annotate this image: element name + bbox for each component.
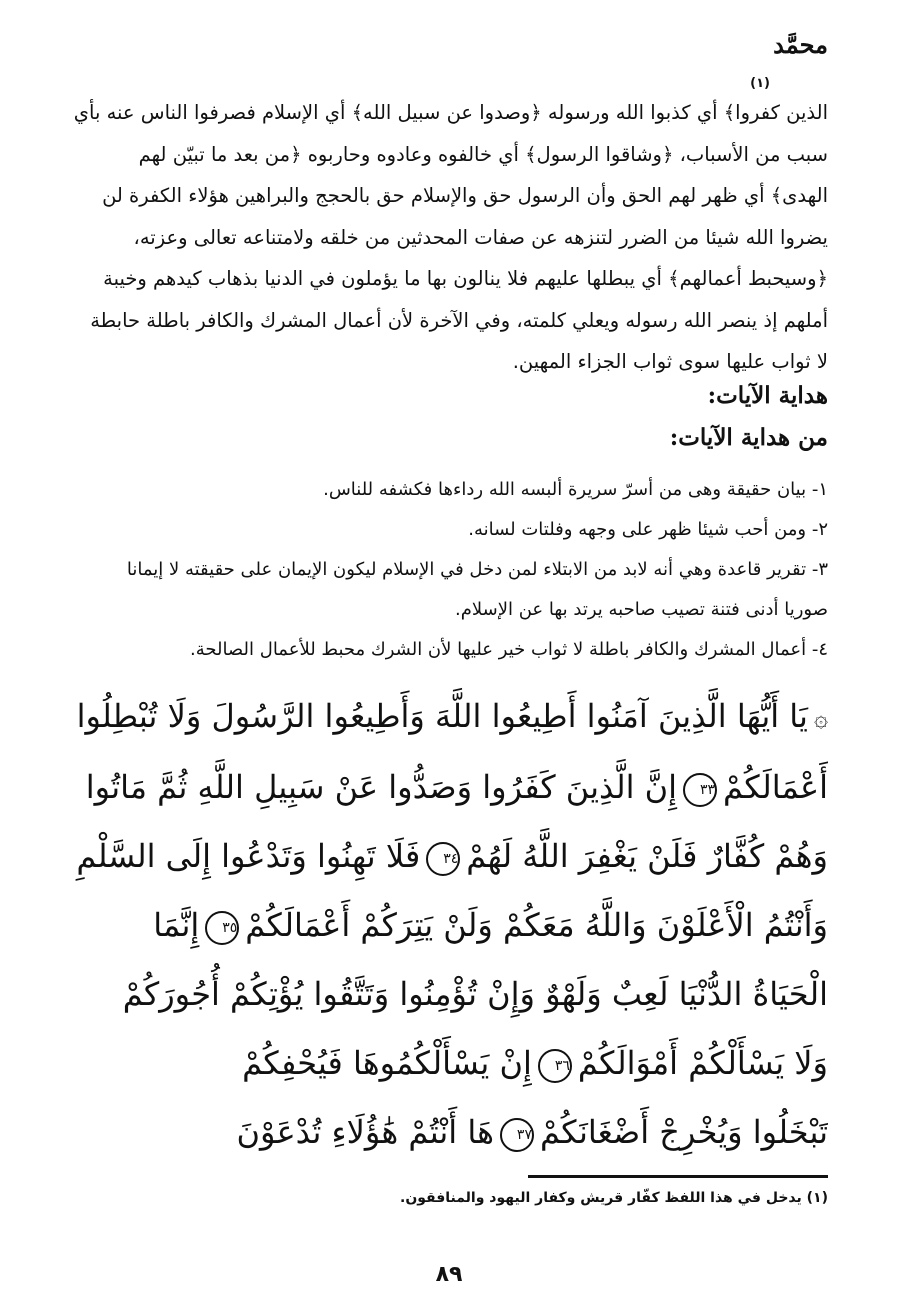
ayah-number-marker: ٣٧ [500,1118,534,1152]
quran-text: وَلَا يَسْأَلْكُمْ أَمْوَالَكُمْ [577,1044,828,1082]
ayah-number-marker: ٣٤ [426,842,460,876]
quran-text: تَبْخَلُوا وَيُخْرِجْ أَضْغَانَكُمْ [539,1113,828,1151]
quran-text: هَا أَنْتُمْ هَٰؤُلَاءِ تُدْعَوْنَ [236,1113,494,1151]
page-number: ٨٩ [435,1262,463,1287]
guidance-item-continuation: صوريا أدنى فتنة تصيب صاحبه يرتد بها عن الإسلام. [455,599,828,620]
quran-line [68,1098,828,1167]
hizb-star-icon: ۞ [813,704,828,732]
quran-text: وَأَنْتُمُ الْأَعْلَوْنَ وَاللَّهُ مَعَكُمْ وَلَنْ يَتِرَكُمْ أَعْمَالَكُمْ [245,906,828,944]
ayah-number-marker: ٣٦ [538,1049,572,1083]
ayah-number-marker: ٣٥ [205,911,239,945]
commentary-line: لا ثواب عليها سوى ثواب الجزاء المهين. [512,350,828,373]
guidance-list [68,470,828,670]
footnote-reference-marker: (١) [750,76,770,91]
quran-text: يَا أَيُّهَا الَّذِينَ آمَنُوا أَطِيعُوا اللَّهَ وَأَطِيعُوا الرَّسُولَ وَلَا تُبْطِلُوا [76,697,808,735]
footnote-divider [528,1175,828,1178]
quran-text: فَلَا تَهِنُوا وَتَدْعُوا إِلَى السَّلْمِ [76,837,421,875]
quran-text: إِنَّ الَّذِينَ كَفَرُوا وَصَدُّوا عَنْ سَبِيلِ اللَّهِ ثُمَّ مَاتُوا [85,768,678,806]
guidance-item: ٣- تقرير قاعدة وهي أنه لابد من الابتلاء لمن دخل في الإسلام ليكون الإيمان على حقيقته لا إيمانا [126,559,828,580]
quran-line [68,822,828,891]
quran-text: أَعْمَالَكُمْ [723,768,828,806]
guidance-item: ٢- ومن أحب شيئا ظهر على وجهه وفلتات لسانه. [468,519,828,540]
commentary-line: أملهم إذ ينصر الله رسوله ويعلي كلمته، وفي الآخرة لأن أعمال المشرك والكافر باطلة حابطة [90,308,828,332]
quran-verses [68,682,828,1167]
quran-line [68,960,828,1029]
quran-text: وَهُمْ كُفَّارٌ فَلَنْ يَغْفِرَ اللَّهُ لَهُمْ [466,837,828,875]
heading-from-verse-guidance: من هداية الآيات: [669,424,828,451]
footnote-text: (١) يدخل في هذا اللفظ كفّار قريش وكفار اليهود والمنافقون. [400,1190,828,1206]
quran-line [68,753,828,822]
quran-text: إِنَّمَا [153,906,200,944]
quran-line [68,1029,828,1098]
guidance-item: ١- بيان حقيقة وهى من أسرّ سريرة ألبسه الله رداءها فكشفه للناس. [323,479,828,500]
quran-line [68,682,828,753]
commentary-line: سبب من الأسباب، ﴿وشاقوا الرسول﴾ أي خالفوه وعادوه وحاربوه ﴿من بعد ما تبيّن لهم [138,142,828,166]
guidance-item: ٤- أعمال المشرك والكافر باطلة لا ثواب خير عليها لأن الشرك محبط للأعمال الصالحة. [189,639,828,660]
heading-verse-guidance: هداية الآيات: [707,382,828,409]
quran-text: إِنْ يَسْأَلْكُمُوهَا فَيُحْفِكُمْ [242,1044,532,1082]
commentary-line: الهدى﴾ أي ظهر لهم الحق وأن الرسول حق والإسلام حق بالحجج والبراهين هؤلاء الكفرة لن [102,184,828,207]
running-header-surah: محمَّد [773,30,828,59]
commentary-line: الذين كفروا﴾ أي كذبوا الله ورسوله ﴿وصدوا عن سبيل الله﴾ أي الإسلام فصرفوا الناس عنه بأي [73,101,828,124]
quran-line [68,891,828,960]
commentary-line: يضروا الله شيئا من الضرر لتنزهه عن صفات المحدثين من خلقه ولامتناعه تعالى وعزته، [133,225,828,249]
quran-text: الْحَيَاةُ الدُّنْيَا لَعِبٌ وَلَهْوٌ وَإِنْ تُؤْمِنُوا وَتَتَّقُوا يُؤْتِكُمْ أُجُورَكُمْ [122,975,828,1013]
ayah-number-marker: ٣٣ [683,773,717,807]
commentary-line: ﴿وسيحبط أعمالهم﴾ أي يبطلها عليهم فلا ينالون بها ما يؤملون في الدنيا بذهاب كيدهم وخيبة [103,267,828,290]
commentary-text [68,92,828,383]
